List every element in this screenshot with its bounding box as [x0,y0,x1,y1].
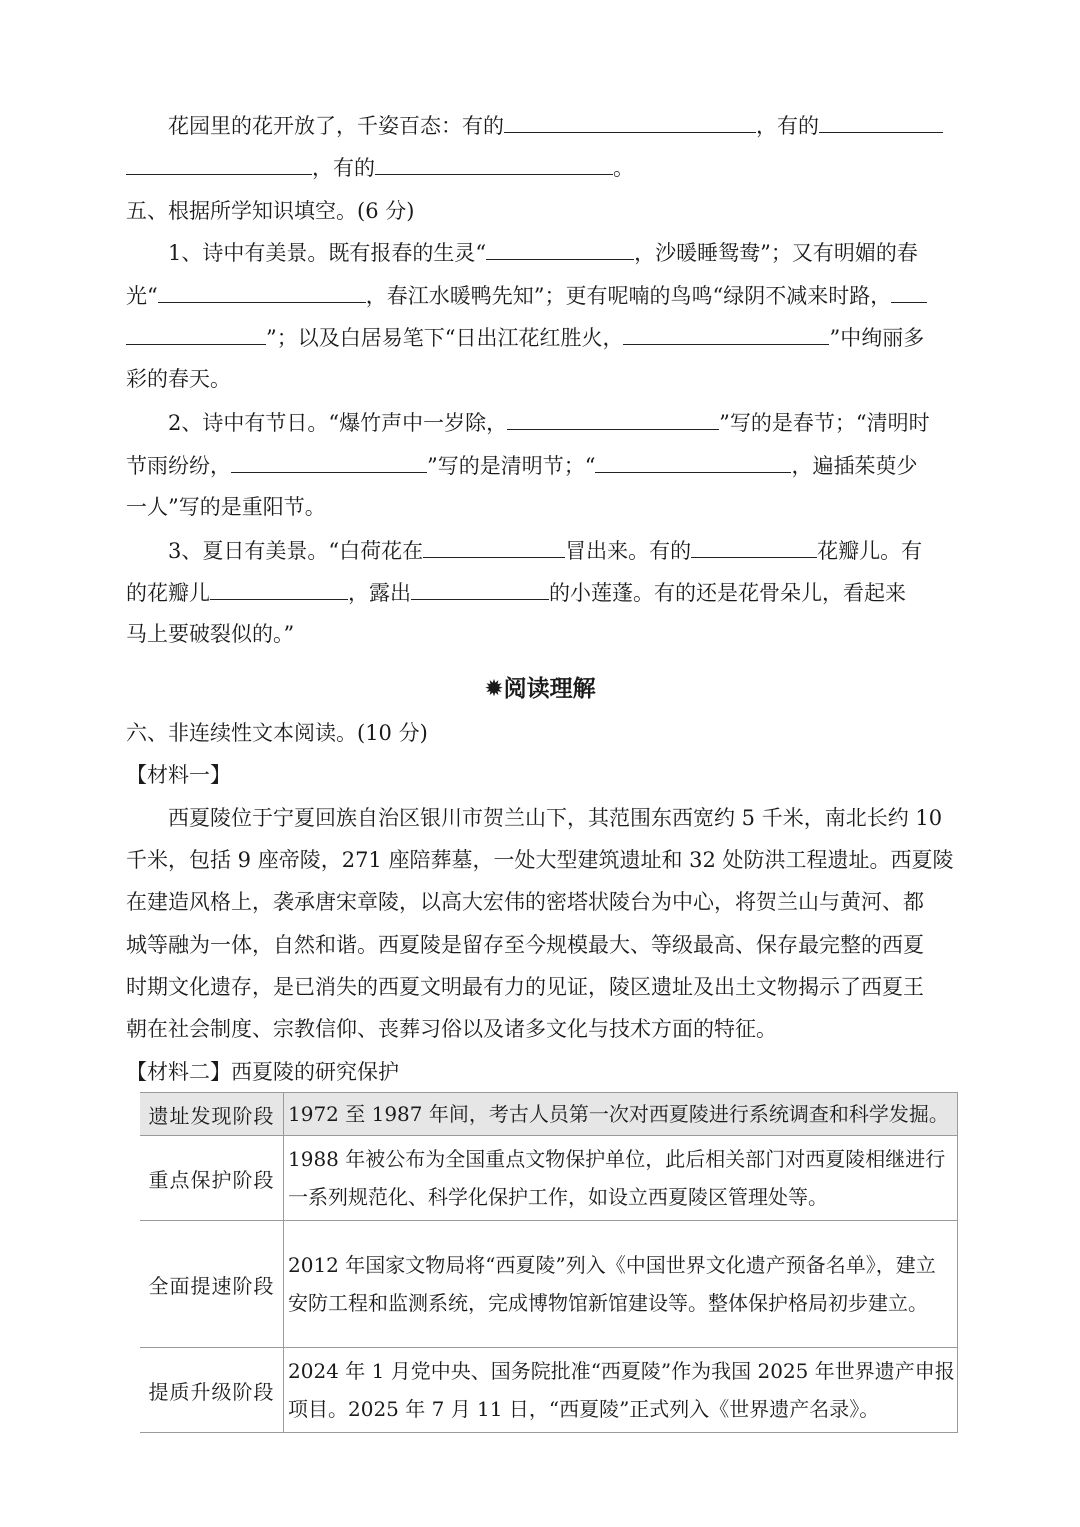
research-protection-table [140,1092,958,1433]
blank-field[interactable] [819,110,943,133]
desc-cell: 1988 年被公布为全国重点文物保护单位，此后相关部门对西夏陵相继进行一系列规范化、科学化保护工作，如设立西夏陵区管理处等。 [284,1136,958,1221]
material1-line: 在建造风格上，袭承唐宋章陵，以高大宏伟的密塔状陵台为中心，将贺兰山与黄河、都 [126,890,924,914]
text: 冒出来。有的 [565,539,692,563]
q4-line-2 [126,152,956,183]
material1-line: 城等融为一体，自然和谐。西夏陵是留存至今规模最大、等级最高、保存最完整的西夏 [126,933,924,957]
text: 1、诗中有美景。既有报春的生灵“ [168,241,487,265]
q5-item3-line3: 马上要破裂似的。” [126,622,295,646]
q4-text: ，有的 [756,114,819,138]
text: 3、夏日有美景。“白荷花在 [168,539,424,563]
reading-section-title: ✹阅读理解 [484,676,596,702]
text: ”写的是清明节；“ [427,454,596,478]
blank-field[interactable] [423,535,565,558]
desc-cell: 2012 年国家文物局将“西夏陵”列入《中国世界文化遗产预备名单》，建立安防工程和监测系统，完成博物馆新馆建设等。整体保护格局初步建立。 [284,1221,958,1348]
q5-item2-line1 [168,407,956,438]
text: ”中绚丽多 [829,326,925,350]
material1-line: 西夏陵位于宁夏回族自治区银川市贺兰山下，其范围东西宽约 5 千米，南北长约 10 [168,806,943,830]
desc-cell: 2024 年 1 月党中央、国务院批准“西夏陵”作为我国 2025 年世界遗产申报项目。2025 年 7 月 11 日，“西夏陵”正式列入《世界遗产名录》。 [284,1348,958,1433]
blank-field[interactable] [595,450,791,473]
stage-cell: 提质升级阶段 [140,1348,284,1433]
blank-field[interactable] [231,450,427,473]
table-row [140,1136,958,1221]
text: ”；以及白居易笔下“日出江花红胜火， [266,326,624,350]
blank-field[interactable] [623,322,829,345]
material1-label: 【材料一】 [126,763,231,787]
stage-cell: 全面提速阶段 [140,1221,284,1348]
table-row [140,1348,958,1433]
text: 2、诗中有节日。“爆竹声中一岁除， [168,411,508,435]
blank-field[interactable] [375,152,613,175]
material1-line: 千米，包括 9 座帝陵，271 座陪葬墓，一处大型建筑遗址和 32 处防洪工程遗址。西夏陵 [126,848,954,872]
q5-item1-line3 [126,322,956,353]
text: ，露出 [348,581,411,605]
q5-item3-line2 [126,577,956,608]
q4-text: 花园里的花开放了，千姿百态：有的 [168,114,504,138]
text: 的小莲蓬。有的还是花骨朵儿，看起来 [549,581,906,605]
text: 节雨纷纷， [126,454,231,478]
q4-text: 。 [613,156,634,180]
text: ，沙暖睡鸳鸯”；又有明媚的春 [634,241,918,265]
blank-field[interactable] [126,322,266,345]
stage-cell: 重点保护阶段 [140,1136,284,1221]
q5-heading: 五、根据所学知识填空。(6 分) [126,199,415,223]
blank-field[interactable] [486,237,634,260]
text: ，春江水暖鸭先知”；更有呢喃的鸟鸣“绿阴不减来时路， [365,284,892,308]
material1-line: 朝在社会制度、宗教信仰、丧葬习俗以及诸多文化与技术方面的特征。 [126,1017,777,1041]
q4-text: ，有的 [312,156,375,180]
q6-heading: 六、非连续性文本阅读。(10 分) [126,721,428,745]
text: 光“ [126,284,158,308]
blank-field[interactable] [158,280,366,303]
blank-field[interactable] [126,152,312,175]
text: 花瓣儿。有 [817,539,923,563]
blank-field[interactable] [691,535,817,558]
blank-field[interactable] [210,577,348,600]
material2-label: 【材料二】西夏陵的研究保护 [126,1060,399,1084]
table-row [140,1221,958,1348]
q5-item1-line4: 彩的春天。 [126,367,231,391]
text: ，遍插茱萸少 [791,454,918,478]
q5-item2-line2 [126,450,956,481]
text: ”写的是春节；“清明时 [719,411,930,435]
text: 的花瓣儿 [126,581,210,605]
desc-cell: 1972 至 1987 年间，考古人员第一次对西夏陵进行系统调查和科学发掘。 [284,1093,958,1136]
material1-line: 时期文化遗存，是已消失的西夏文明最有力的见证，陵区遗址及出土文物揭示了西夏王 [126,975,924,999]
q5-item2-line3: 一人”写的是重阳节。 [126,495,326,519]
blank-field[interactable] [411,577,549,600]
table-row [140,1093,958,1136]
blank-field[interactable] [507,407,719,430]
stage-cell: 遗址发现阶段 [140,1093,284,1136]
q5-item1-line1 [168,237,956,268]
blank-field[interactable] [504,110,756,133]
q5-item1-line2 [126,280,956,311]
q4-line-1 [168,110,956,141]
q5-item3-line1 [168,535,956,566]
blank-field[interactable] [891,280,927,303]
